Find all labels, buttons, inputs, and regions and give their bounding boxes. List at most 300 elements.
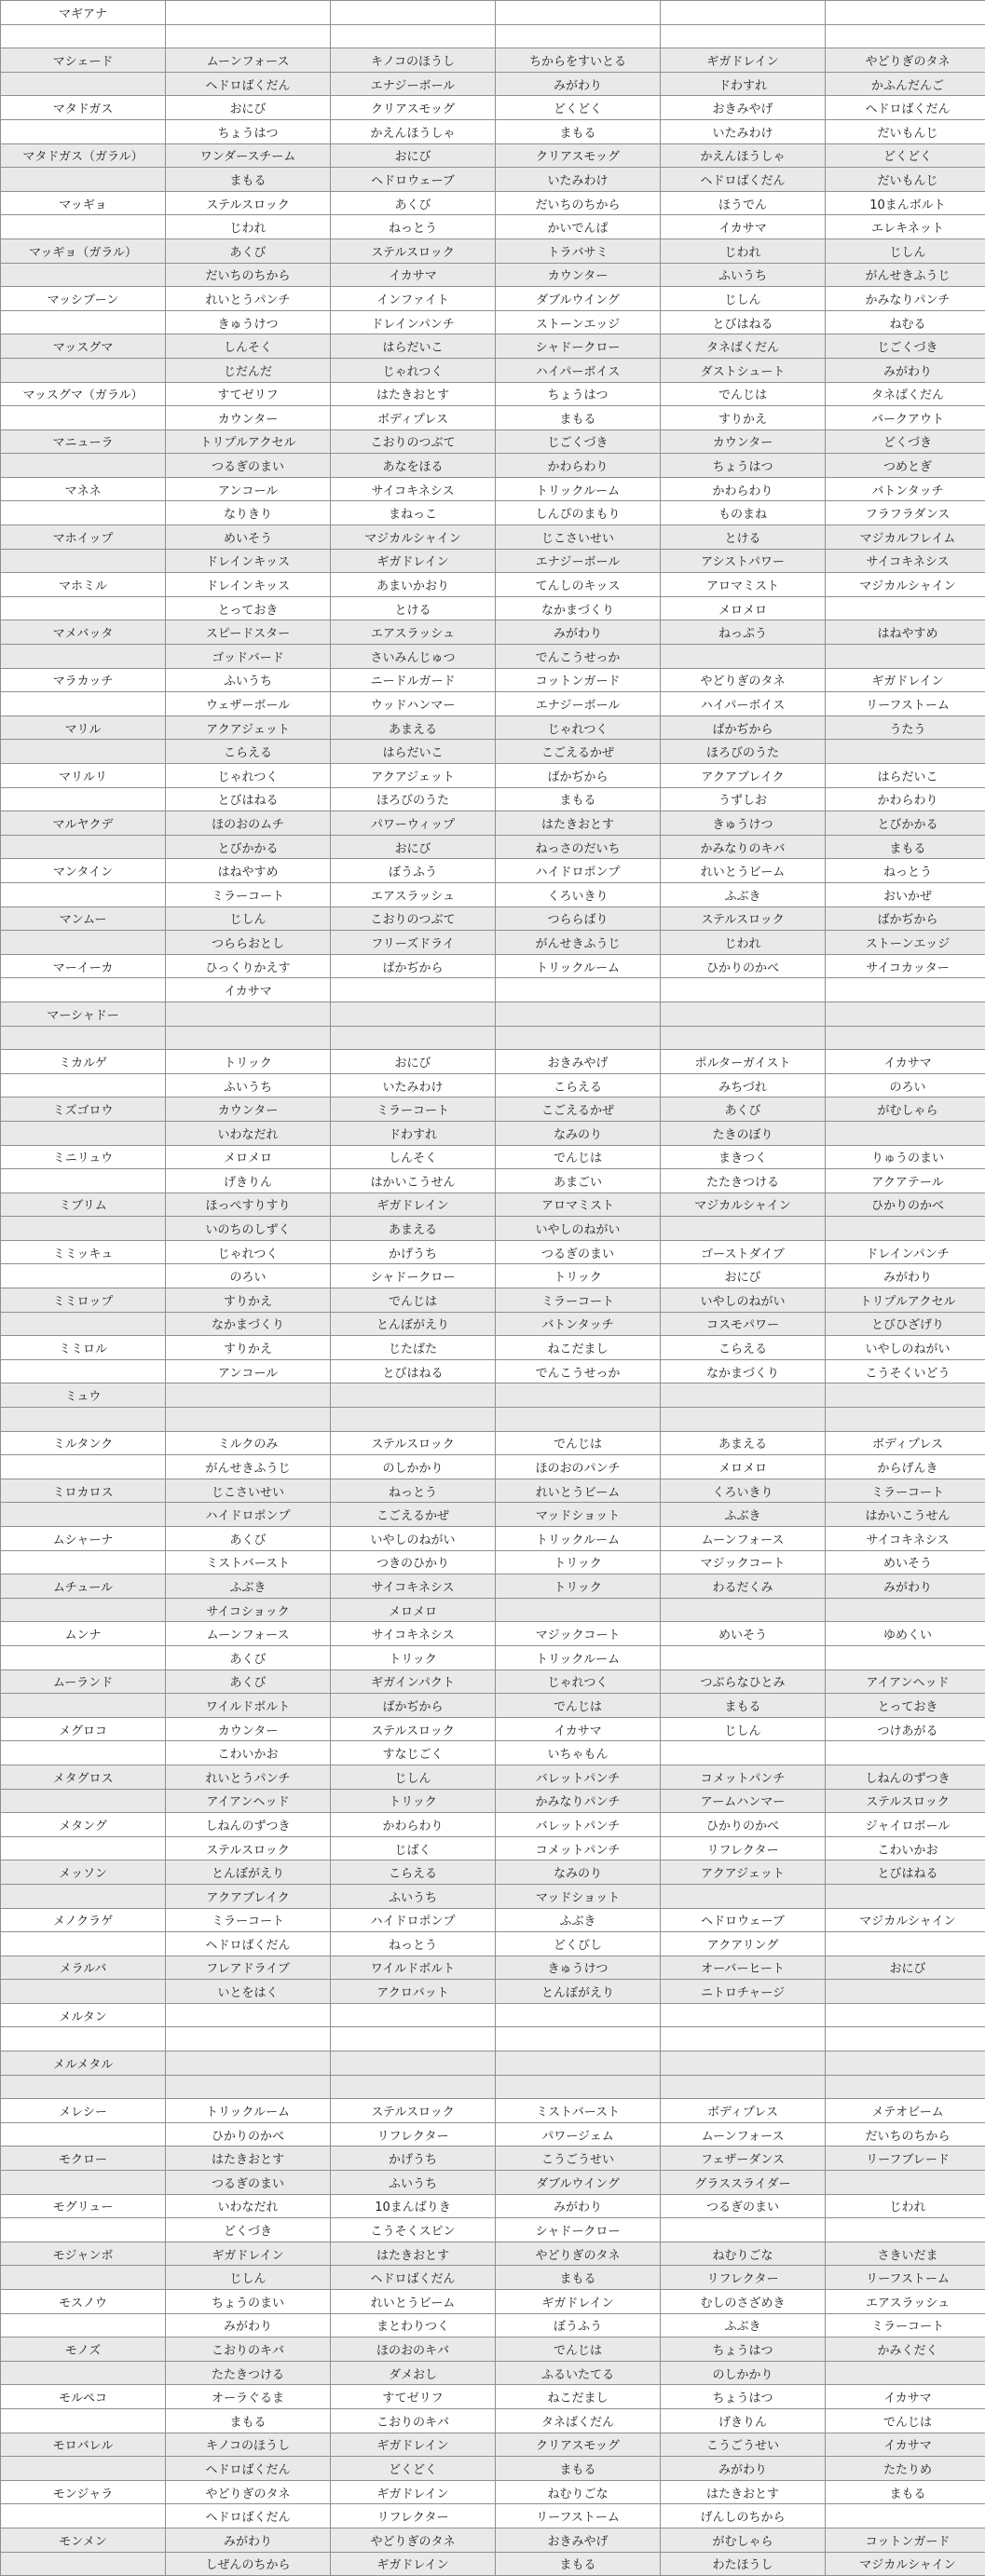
move-cell: じたばた	[331, 1336, 496, 1360]
move-cell: あくび	[166, 1670, 331, 1694]
move-cell: かみなりパンチ	[826, 287, 985, 311]
pokemon-name-cell: メグロコ	[1, 1717, 166, 1741]
pokemon-name-cell	[1, 2313, 166, 2337]
move-cell: アクアリング	[661, 1932, 826, 1956]
move-cell: アイアンヘッド	[166, 1789, 331, 1813]
move-cell: しねんのずつき	[826, 1765, 985, 1789]
move-cell: ねっとう	[331, 1932, 496, 1956]
move-cell: ひかりのかべ	[661, 954, 826, 978]
table-row	[1, 119, 985, 143]
pokemon-name-cell: マッギョ	[1, 191, 166, 215]
move-cell	[496, 2003, 661, 2027]
move-cell: ふいうち	[331, 2171, 496, 2195]
move-cell: まもる	[496, 2552, 661, 2576]
pokemon-name-cell	[1, 596, 166, 620]
move-cell: こわいかお	[826, 1836, 985, 1860]
move-cell	[166, 2075, 331, 2099]
pokemon-name-cell	[1, 1932, 166, 1956]
move-cell: ステルスロック	[661, 906, 826, 931]
move-cell: たたりめ	[826, 2457, 985, 2481]
move-cell: ギガドレイン	[331, 1193, 496, 1217]
table-row	[1, 2122, 985, 2147]
move-cell: フラフラダンス	[826, 501, 985, 525]
move-cell: ミストバースト	[496, 2099, 661, 2123]
move-cell	[826, 740, 985, 764]
move-cell: トリックルーム	[496, 1527, 661, 1551]
table-row	[1, 668, 985, 692]
move-cell: りゅうのまい	[826, 1145, 985, 1169]
move-cell: ステルスロック	[331, 1431, 496, 1455]
move-cell: エナジーボール	[496, 692, 661, 716]
move-cell: ねこだまし	[496, 1336, 661, 1360]
move-cell: ヘドロばくだん	[826, 96, 985, 120]
table-row	[1, 1121, 985, 1145]
table-row	[1, 1527, 985, 1551]
move-cell: ゴッドバード	[166, 645, 331, 669]
move-cell: げきりん	[661, 2408, 826, 2433]
pokemon-name-cell	[1, 1694, 166, 1718]
pokemon-name-cell	[1, 692, 166, 716]
move-cell: ばかぢから	[661, 716, 826, 740]
move-cell: おにび	[331, 835, 496, 859]
move-cell: こらえる	[496, 1073, 661, 1097]
move-cell: だいちのちから	[826, 2122, 985, 2147]
move-cell	[826, 24, 985, 48]
move-cell	[661, 1217, 826, 1241]
move-cell	[661, 1, 826, 25]
move-cell: みがわり	[661, 2457, 826, 2481]
move-cell: アクアジェット	[166, 716, 331, 740]
table-row	[1, 96, 985, 120]
move-cell: れいとうビーム	[496, 1479, 661, 1503]
move-cell: いたみわけ	[661, 119, 826, 143]
move-cell: イカサマ	[826, 2385, 985, 2409]
move-cell: くろいきり	[661, 1479, 826, 1503]
move-cell: ヘドロウェーブ	[331, 168, 496, 192]
move-cell: リーフストーム	[496, 2504, 661, 2528]
move-cell: げきりん	[166, 1169, 331, 1193]
move-cell: とっておき	[166, 596, 331, 620]
move-cell: こおりのつぶて	[331, 429, 496, 454]
move-cell: じだんだ	[166, 358, 331, 382]
move-cell: マッドショット	[496, 1503, 661, 1527]
move-cell: とける	[331, 596, 496, 620]
pokemon-name-cell: モクロー	[1, 2147, 166, 2171]
table-row	[1, 2385, 985, 2409]
move-cell: じゃれつく	[166, 764, 331, 788]
move-cell	[826, 596, 985, 620]
move-cell	[826, 1, 985, 25]
move-cell: ちょうはつ	[496, 382, 661, 406]
move-cell: アクアブレイク	[166, 1884, 331, 1908]
move-cell: とんぼがえり	[331, 1312, 496, 1336]
table-row	[1, 239, 985, 263]
pokemon-name-cell: マネネ	[1, 477, 166, 501]
table-row	[1, 215, 985, 239]
table-row	[1, 1359, 985, 1383]
move-cell: はたきおとす	[331, 382, 496, 406]
move-cell: いのちのしずく	[166, 1217, 331, 1241]
table-row	[1, 1240, 985, 1264]
table-row	[1, 2147, 985, 2171]
table-row	[1, 764, 985, 788]
move-cell: ほっぺすりすり	[166, 1193, 331, 1217]
move-cell: ワイルドボルト	[331, 1956, 496, 1980]
table-row	[1, 525, 985, 550]
move-cell: まもる	[661, 1694, 826, 1718]
pokemon-name-cell: マシェード	[1, 48, 166, 73]
move-cell	[661, 1645, 826, 1670]
move-cell: ムーンフォース	[661, 2122, 826, 2147]
move-cell: たたきつける	[166, 2361, 331, 2385]
move-cell: オーラぐるま	[166, 2385, 331, 2409]
move-cell: いとをはく	[166, 1980, 331, 2004]
table-row	[1, 1193, 985, 1217]
move-cell: ムーンフォース	[661, 1527, 826, 1551]
pokemon-name-cell	[1, 454, 166, 478]
move-cell: こごえるかぜ	[496, 1097, 661, 1122]
move-cell: キノコのほうし	[166, 2433, 331, 2457]
pokemon-name-cell	[1, 1169, 166, 1193]
move-cell: なみのり	[496, 1121, 661, 1145]
move-cell: いわなだれ	[166, 1121, 331, 1145]
move-cell: ボディプレス	[661, 2099, 826, 2123]
move-cell: じゃれつく	[496, 716, 661, 740]
move-cell: コメットパンチ	[496, 1836, 661, 1860]
table-row	[1, 2242, 985, 2266]
move-cell: あくび	[166, 1527, 331, 1551]
move-cell: いたみわけ	[331, 1073, 496, 1097]
table-row	[1, 168, 985, 192]
move-cell: みがわり	[826, 1574, 985, 1599]
move-cell: ステルスロック	[331, 239, 496, 263]
pokemon-name-cell	[1, 1312, 166, 1336]
move-cell: ストーンエッジ	[826, 931, 985, 955]
move-cell: ステルスロック	[166, 1836, 331, 1860]
table-row	[1, 24, 985, 48]
table-row	[1, 501, 985, 525]
pokemon-name-cell	[1, 501, 166, 525]
move-cell: ほのおのムチ	[166, 811, 331, 836]
move-cell: ふいうち	[166, 668, 331, 692]
move-cell	[826, 2003, 985, 2027]
move-cell: すりかえ	[166, 1336, 331, 1360]
move-cell	[661, 645, 826, 669]
move-cell: みがわり	[826, 1264, 985, 1288]
move-cell: かわらわり	[496, 454, 661, 478]
move-cell: ふるいたてる	[496, 2361, 661, 2385]
move-cell: てんしのキッス	[496, 573, 661, 597]
pokemon-name-cell: メタング	[1, 1813, 166, 1837]
move-cell: どくづき	[826, 429, 985, 454]
move-cell: トリックルーム	[496, 954, 661, 978]
pokemon-name-cell	[1, 931, 166, 955]
move-cell: いちゃもん	[496, 1741, 661, 1765]
move-cell: ストーンエッジ	[496, 310, 661, 334]
pokemon-name-cell: ミュウ	[1, 1383, 166, 1408]
move-cell: アロマミスト	[661, 573, 826, 597]
move-cell	[826, 1980, 985, 2004]
move-cell: とびはねる	[826, 1860, 985, 1885]
move-cell: めいそう	[661, 1622, 826, 1646]
move-cell	[826, 2361, 985, 2385]
table-row	[1, 1026, 985, 1050]
move-cell	[826, 1026, 985, 1050]
move-cell: マジカルシャイン	[331, 525, 496, 550]
pokemon-name-cell: モンメン	[1, 2528, 166, 2552]
move-cell: あくび	[166, 1645, 331, 1670]
table-row	[1, 645, 985, 669]
move-cell: さいみんじゅつ	[331, 645, 496, 669]
pokemon-name-cell	[1, 1455, 166, 1479]
pokemon-name-cell	[1, 882, 166, 906]
table-row	[1, 835, 985, 859]
table-row	[1, 906, 985, 931]
move-cell	[166, 24, 331, 48]
move-cell	[166, 2003, 331, 2027]
move-cell: すてゼリフ	[331, 2385, 496, 2409]
move-cell: みがわり	[166, 2313, 331, 2337]
pokemon-name-cell: メノクラゲ	[1, 1908, 166, 1932]
table-row	[1, 1479, 985, 1503]
table-row	[1, 1288, 985, 1313]
table-row	[1, 2504, 985, 2528]
move-cell	[496, 2027, 661, 2051]
table-row	[1, 334, 985, 359]
table-row	[1, 1622, 985, 1646]
move-cell: はねやすめ	[826, 620, 985, 645]
table-row	[1, 310, 985, 334]
move-cell: おにび	[661, 1264, 826, 1288]
table-row	[1, 1884, 985, 1908]
move-cell: ちょうはつ	[166, 119, 331, 143]
table-row	[1, 1645, 985, 1670]
table-row	[1, 358, 985, 382]
move-cell: マジカルシャイン	[826, 2552, 985, 2576]
move-cell: アクアジェット	[331, 764, 496, 788]
table-row	[1, 2027, 985, 2051]
table-row	[1, 1932, 985, 1956]
move-cell: トリプルアクセル	[826, 1288, 985, 1313]
move-cell: ギガドレイン	[331, 2552, 496, 2576]
pokemon-name-cell: メルメタル	[1, 2051, 166, 2076]
move-cell: あくび	[331, 191, 496, 215]
move-cell: じわれ	[826, 2194, 985, 2218]
move-cell: フェザーダンス	[661, 2147, 826, 2171]
move-cell	[826, 1741, 985, 1765]
table-row	[1, 716, 985, 740]
pokemon-name-cell: モスノウ	[1, 2290, 166, 2314]
move-cell: ボディプレス	[331, 406, 496, 430]
move-cell: ヘドロばくだん	[661, 168, 826, 192]
table-row	[1, 620, 985, 645]
move-cell: こうそくいどう	[826, 1359, 985, 1383]
move-cell: キノコのほうし	[331, 48, 496, 73]
move-cell: がんせきふうじ	[496, 931, 661, 955]
pokemon-name-cell: ミロカロス	[1, 1479, 166, 1503]
table-row	[1, 1980, 985, 2004]
move-cell: コットンガード	[826, 2528, 985, 2552]
table-row	[1, 1050, 985, 1074]
move-cell: こうそくスピン	[331, 2218, 496, 2242]
move-cell: フレアドライブ	[166, 1956, 331, 1980]
move-cell	[166, 2051, 331, 2076]
move-cell: ドレインキッス	[166, 549, 331, 573]
move-cell: ドレインパンチ	[331, 310, 496, 334]
move-cell: マジックコート	[661, 1550, 826, 1574]
move-cell: やどりぎのタネ	[166, 2480, 331, 2504]
move-cell: ウェザーボール	[166, 692, 331, 716]
move-cell: リーフストーム	[826, 2266, 985, 2290]
move-cell: つららばり	[496, 906, 661, 931]
move-cell: はたきおとす	[496, 811, 661, 836]
move-cell: ハイドロポンプ	[496, 859, 661, 883]
pokemon-name-cell: モロバレル	[1, 2433, 166, 2457]
move-cell: かえんほうしゃ	[331, 119, 496, 143]
move-cell: いたみわけ	[496, 168, 661, 192]
move-cell: サイコキネシス	[331, 1622, 496, 1646]
move-cell: ヘドロばくだん	[166, 2504, 331, 2528]
pokemon-name-cell	[1, 2504, 166, 2528]
move-cell: みがわり	[496, 620, 661, 645]
move-cell: ハイドロポンプ	[166, 1503, 331, 1527]
move-cell	[826, 1002, 985, 1026]
move-cell: アームハンマー	[661, 1789, 826, 1813]
move-cell: ステルスロック	[826, 1789, 985, 1813]
move-cell: かえんほうしゃ	[661, 143, 826, 168]
move-cell: スピードスター	[166, 620, 331, 645]
move-cell: きゅうけつ	[496, 1956, 661, 1980]
move-cell: つるぎのまい	[496, 1240, 661, 1264]
table-row	[1, 2266, 985, 2290]
move-cell	[496, 24, 661, 48]
pokemon-name-cell	[1, 1550, 166, 1574]
move-cell	[166, 1408, 331, 1432]
move-cell: ひかりのかべ	[826, 1193, 985, 1217]
table-row	[1, 1860, 985, 1885]
move-cell: なみのり	[496, 1860, 661, 1885]
pokemon-name-cell: メラルバ	[1, 1956, 166, 1980]
move-cell	[826, 1121, 985, 1145]
table-row	[1, 954, 985, 978]
table-row	[1, 2194, 985, 2218]
move-cell: ねこだまし	[496, 2385, 661, 2409]
move-cell: いやしのねがい	[496, 1217, 661, 1241]
pokemon-name-cell	[1, 406, 166, 430]
pokemon-name-cell: ムーランド	[1, 1670, 166, 1694]
move-cell	[826, 2218, 985, 2242]
table-row	[1, 287, 985, 311]
pokemon-name-cell: マーシャドー	[1, 1002, 166, 1026]
move-cell: おにび	[166, 96, 331, 120]
move-cell	[496, 2051, 661, 2076]
table-row	[1, 882, 985, 906]
table-row	[1, 1741, 985, 1765]
move-cell: あくび	[661, 1097, 826, 1122]
move-cell: リフレクター	[331, 2504, 496, 2528]
move-cell: バレットパンチ	[496, 1813, 661, 1837]
move-cell	[331, 1, 496, 25]
move-cell: わたほうし	[661, 2552, 826, 2576]
move-cell: マジカルシャイン	[661, 1193, 826, 1217]
move-cell	[661, 978, 826, 1002]
move-cell: あまえる	[331, 1217, 496, 1241]
pokemon-name-cell	[1, 2075, 166, 2099]
move-cell: トリック	[496, 1574, 661, 1599]
move-cell: ハイパーボイス	[661, 692, 826, 716]
move-cell: トリックルーム	[496, 1645, 661, 1670]
pokemon-name-cell	[1, 1408, 166, 1432]
move-cell: カウンター	[166, 406, 331, 430]
pokemon-name-cell: マンムー	[1, 906, 166, 931]
move-cell: ねむりごな	[661, 2242, 826, 2266]
move-cell: じこさいせい	[166, 1479, 331, 1503]
move-cell: いやしのねがい	[826, 1336, 985, 1360]
pokemon-name-cell	[1, 2408, 166, 2433]
move-cell: ばかぢから	[496, 764, 661, 788]
move-cell	[331, 1002, 496, 1026]
move-cell	[661, 1408, 826, 1432]
pokemon-name-cell	[1, 978, 166, 1002]
move-cell: みちづれ	[661, 1073, 826, 1097]
move-cell: とんぼがえり	[166, 1860, 331, 1885]
move-cell: マジックコート	[496, 1622, 661, 1646]
pokemon-name-cell	[1, 787, 166, 811]
table-row	[1, 978, 985, 1002]
move-cell: ふぶき	[166, 1574, 331, 1599]
move-cell: ボディプレス	[826, 1431, 985, 1455]
move-cell: 10まんばりき	[331, 2194, 496, 2218]
move-cell	[331, 2051, 496, 2076]
move-cell: かみなりパンチ	[496, 1789, 661, 1813]
move-cell: どくどく	[331, 2457, 496, 2481]
move-cell	[331, 2003, 496, 2027]
pokemon-name-cell	[1, 24, 166, 48]
move-cell: ギガドレイン	[331, 549, 496, 573]
move-cell: はらだいこ	[331, 740, 496, 764]
move-cell: ミラーコート	[166, 882, 331, 906]
pokemon-name-cell	[1, 2122, 166, 2147]
move-cell: まもる	[826, 2480, 985, 2504]
move-cell: のろい	[166, 1264, 331, 1288]
move-cell: こらえる	[331, 1860, 496, 1885]
move-cell	[331, 1383, 496, 1408]
move-cell: じこさいせい	[496, 525, 661, 550]
move-cell: ほのおのパンチ	[496, 1455, 661, 1479]
table-row	[1, 2218, 985, 2242]
move-cell: バークアウト	[826, 406, 985, 430]
move-cell: リフレクター	[661, 2266, 826, 2290]
move-cell: サイコカッター	[826, 954, 985, 978]
move-cell: どくどく	[826, 143, 985, 168]
pokemon-name-cell: マニューラ	[1, 429, 166, 454]
move-cell: だいちのちから	[496, 191, 661, 215]
move-cell: れいとうビーム	[661, 859, 826, 883]
pokemon-name-cell: ミズゴロウ	[1, 1097, 166, 1122]
move-cell: ゴーストダイブ	[661, 1240, 826, 1264]
move-cell: はらだいこ	[331, 334, 496, 359]
pokemon-name-cell: メタグロス	[1, 1765, 166, 1789]
move-cell: トラバサミ	[496, 239, 661, 263]
pokemon-name-cell	[1, 1884, 166, 1908]
move-cell	[166, 2027, 331, 2051]
move-cell: シャドークロー	[331, 1264, 496, 1288]
table-row	[1, 1145, 985, 1169]
move-cell: イカサマ	[661, 215, 826, 239]
move-cell: アンコール	[166, 1359, 331, 1383]
move-cell	[661, 2075, 826, 2099]
move-cell	[661, 1884, 826, 1908]
